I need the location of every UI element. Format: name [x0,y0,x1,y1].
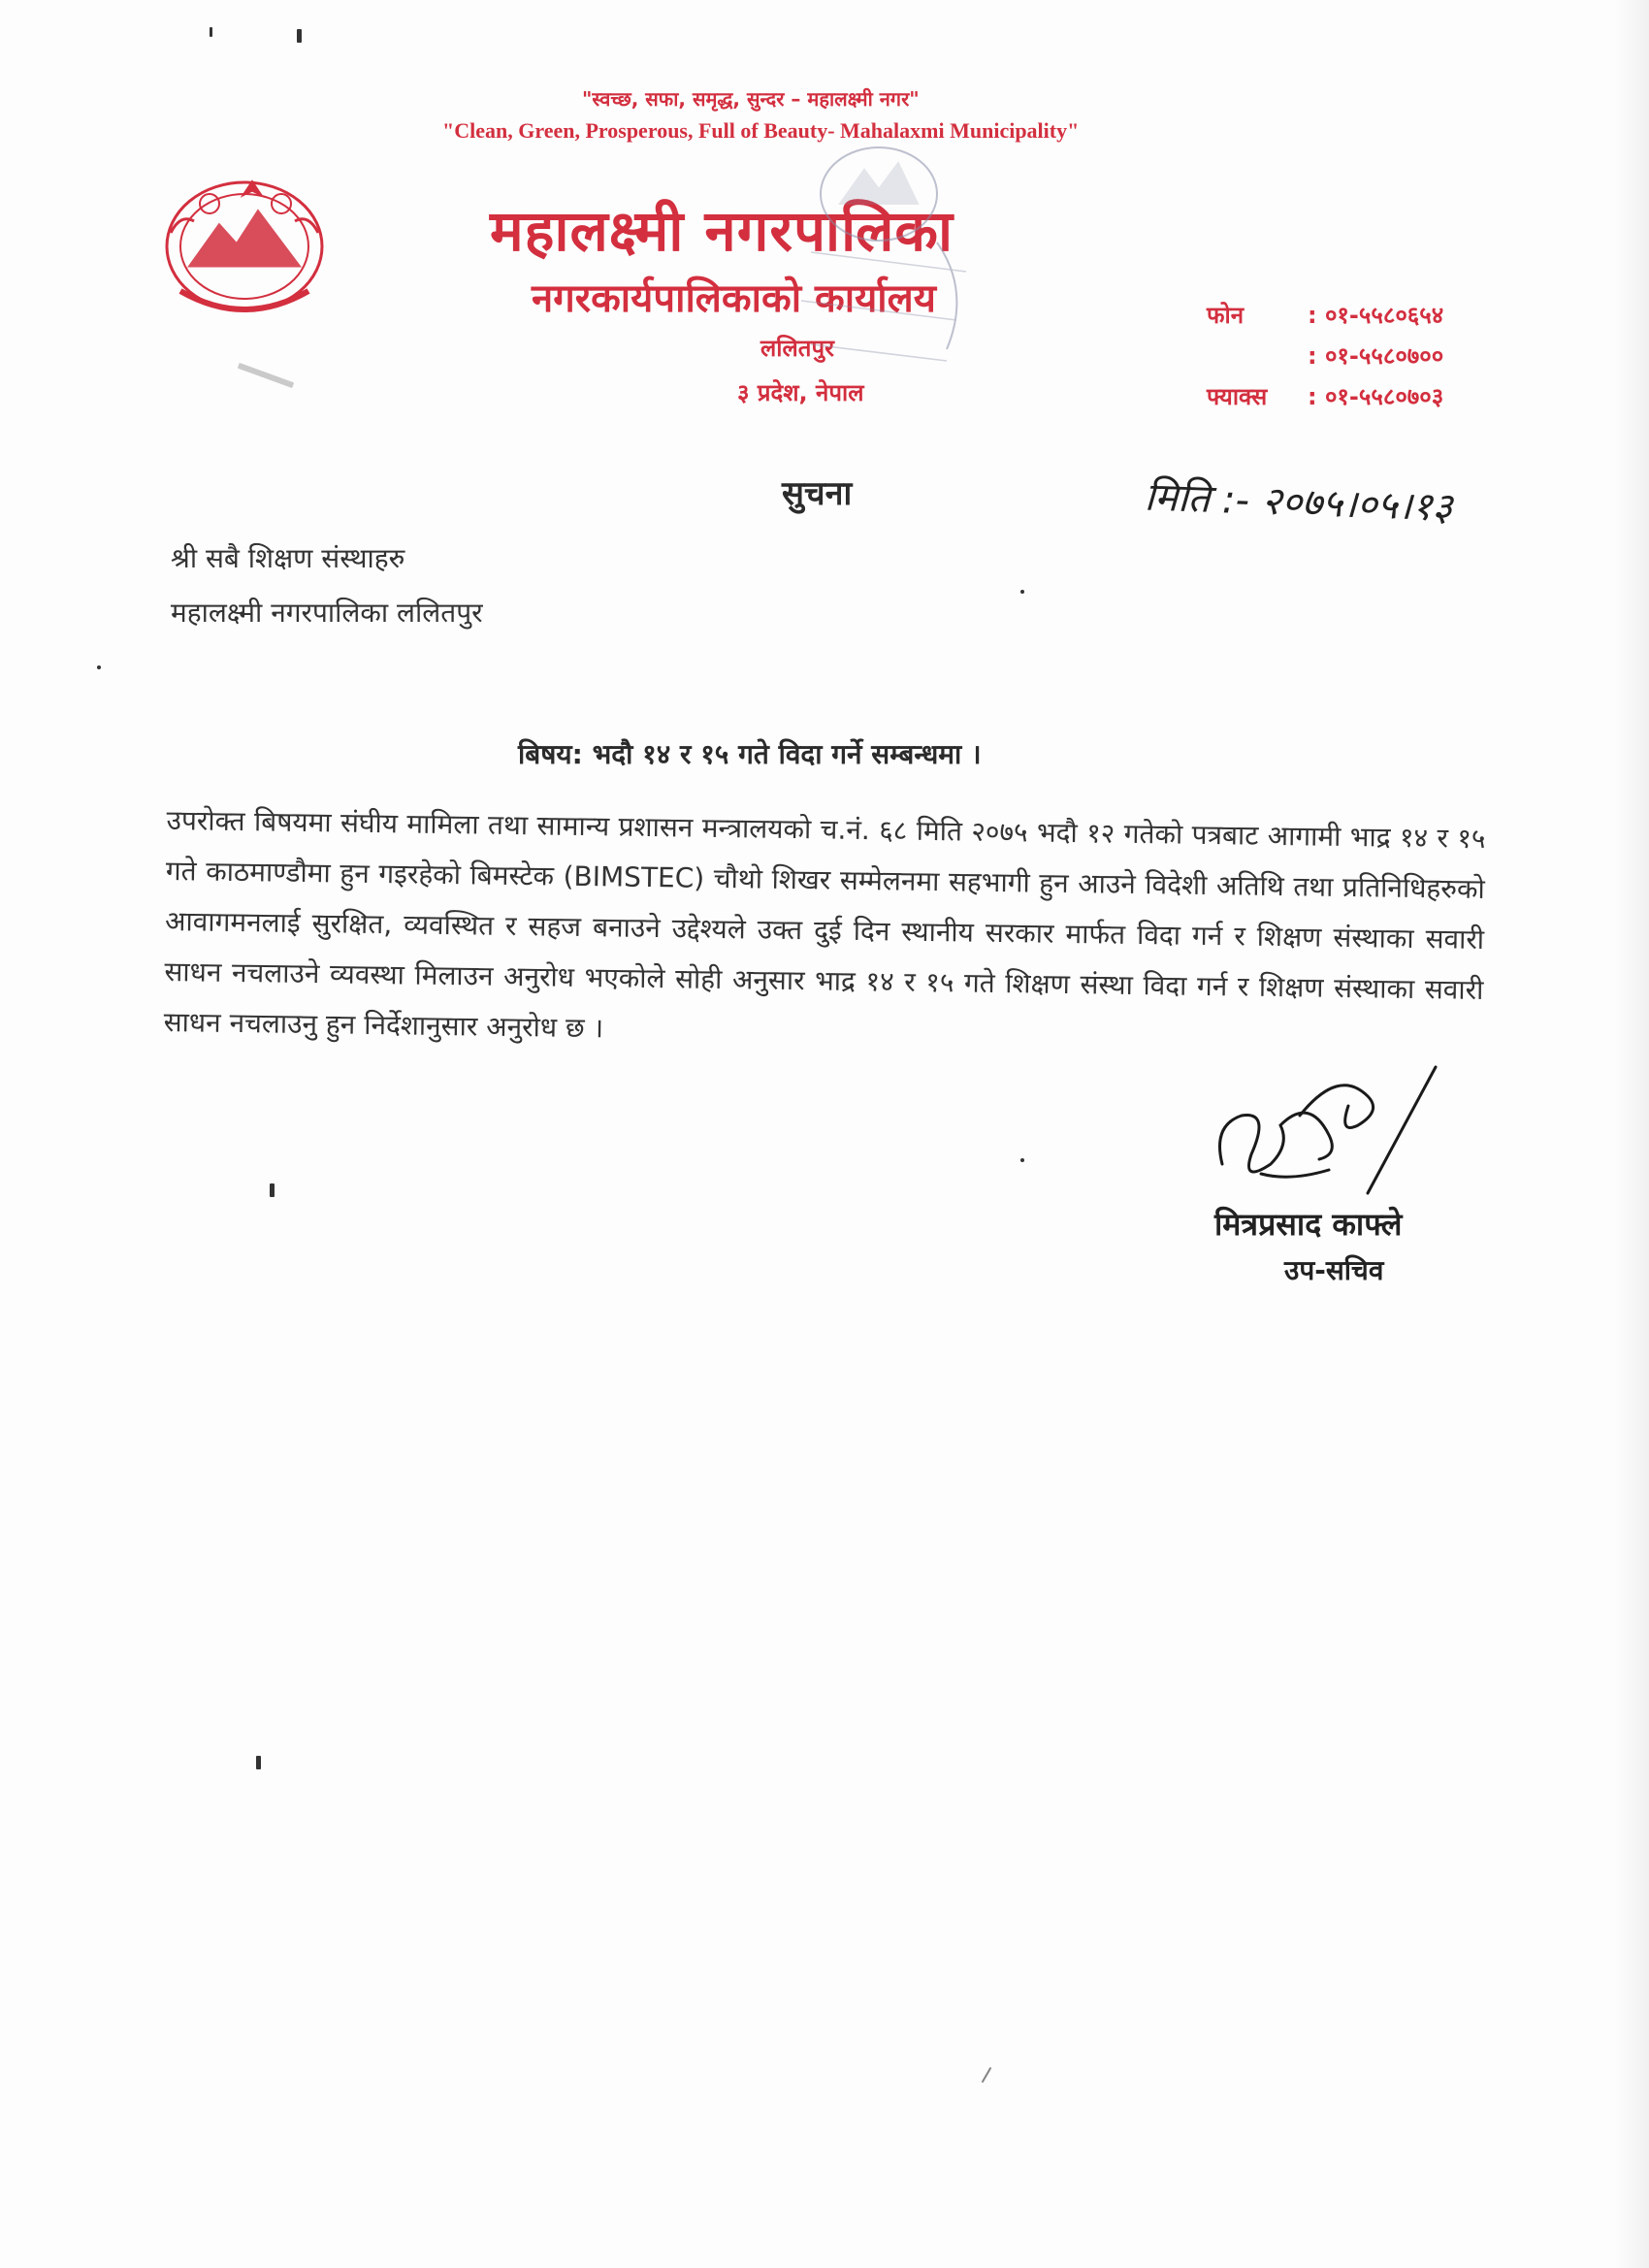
contact-value: : ०१-५५८०७०३ [1308,383,1444,410]
nepal-emblem-logo [151,165,338,328]
contact-value: : ०१-५५८०७०० [1308,342,1444,370]
notice-subject: बिषय: भदौ १४ र १५ गते विदा गर्ने सम्बन्धमा । [518,738,982,770]
recipient-line-2: महालक्ष्मी नगरपालिका ललितपुर [171,597,483,629]
scan-speck [270,1183,275,1197]
signatory-name: मित्रप्रसाद काफ्ले [1214,1206,1403,1243]
handwritten-signature [1203,1057,1455,1203]
motto-english: "Clean, Green, Prosperous, Full of Beauty- Mahalaxmi Municipality" [442,118,1080,143]
notice-date: मिति :- २०७५।०५।१३ [1144,474,1454,531]
contact-row-phone [1207,295,1443,336]
scan-speck [97,665,101,669]
contact-label [1207,336,1308,376]
motto-nepali: "स्वच्छ, सफा, समृद्ध, सुन्दर – महालक्ष्मी नगर" [582,87,920,111]
page-edge-shadow [1614,0,1649,2268]
address-city: ललितपुर [760,335,834,362]
recipient-line-1: श्री सबै शिक्षण संस्थाहरु [171,542,405,574]
contact-label: फ्याक्स [1207,383,1268,410]
contact-row-fax [1207,376,1443,417]
notice-body: उपरोक्त बिषयमा संघीय मामिला तथा सामान्य प्रशासन मन्त्रालयको च.नं. ६८ मिति २०७५ भदौ १२ गतेको पत्रबाट आगामी भाद्र १४ र १५ गते काठमाण्डौमा हुन गइरहेको बिमस्टेक (BIMSTEC) चौथो शिखर सम्मेलनमा सहभागी हुन आउने विदेशी अतिथि तथा प्रतिनिधिहरुको आवागमनलाई सुरक्षित, व्यवस्थित र सहज बनाउने उद्देश्यले उक्त दुई दिन स्थानीय सरकार मार्फत विदा गर्न र शिक्षण संस्थाका सवारी साधन नचलाउने व्यवस्था मिलाउन अनुरोध भएकोले सोही अनुसार भाद्र १४ र १५ गते शिक्षण संस्था विदा गर्न र शिक्षण संस्थाका सवारी साधन नचलाउनु हुन निर्देशानुसार अनुरोध छ । [163,803,1486,1045]
contact-block [1207,295,1443,417]
scan-speck [238,363,294,388]
signatory-title: उप-सचिव [1284,1254,1384,1286]
scan-speck [1020,1158,1024,1162]
scan-speck [210,27,212,37]
contact-row-phone-2 [1207,336,1443,376]
scan-speck [256,1756,261,1769]
contact-label: फोन [1207,302,1245,329]
office-name: नगरकार्यपालिकाको कार्यालय [532,276,936,321]
scan-speck [1020,590,1024,594]
office-seal-stamp [772,136,986,388]
municipality-name: महालक्ष्मी नगरपालिका [490,198,954,264]
scan-speck [297,29,302,43]
contact-value: : ०१-५५८०६५४ [1308,302,1444,329]
address-province: ३ प्रदेश, नेपाल [737,379,864,406]
notice-title: सुचना [782,474,853,513]
scan-speck [982,2067,992,2084]
